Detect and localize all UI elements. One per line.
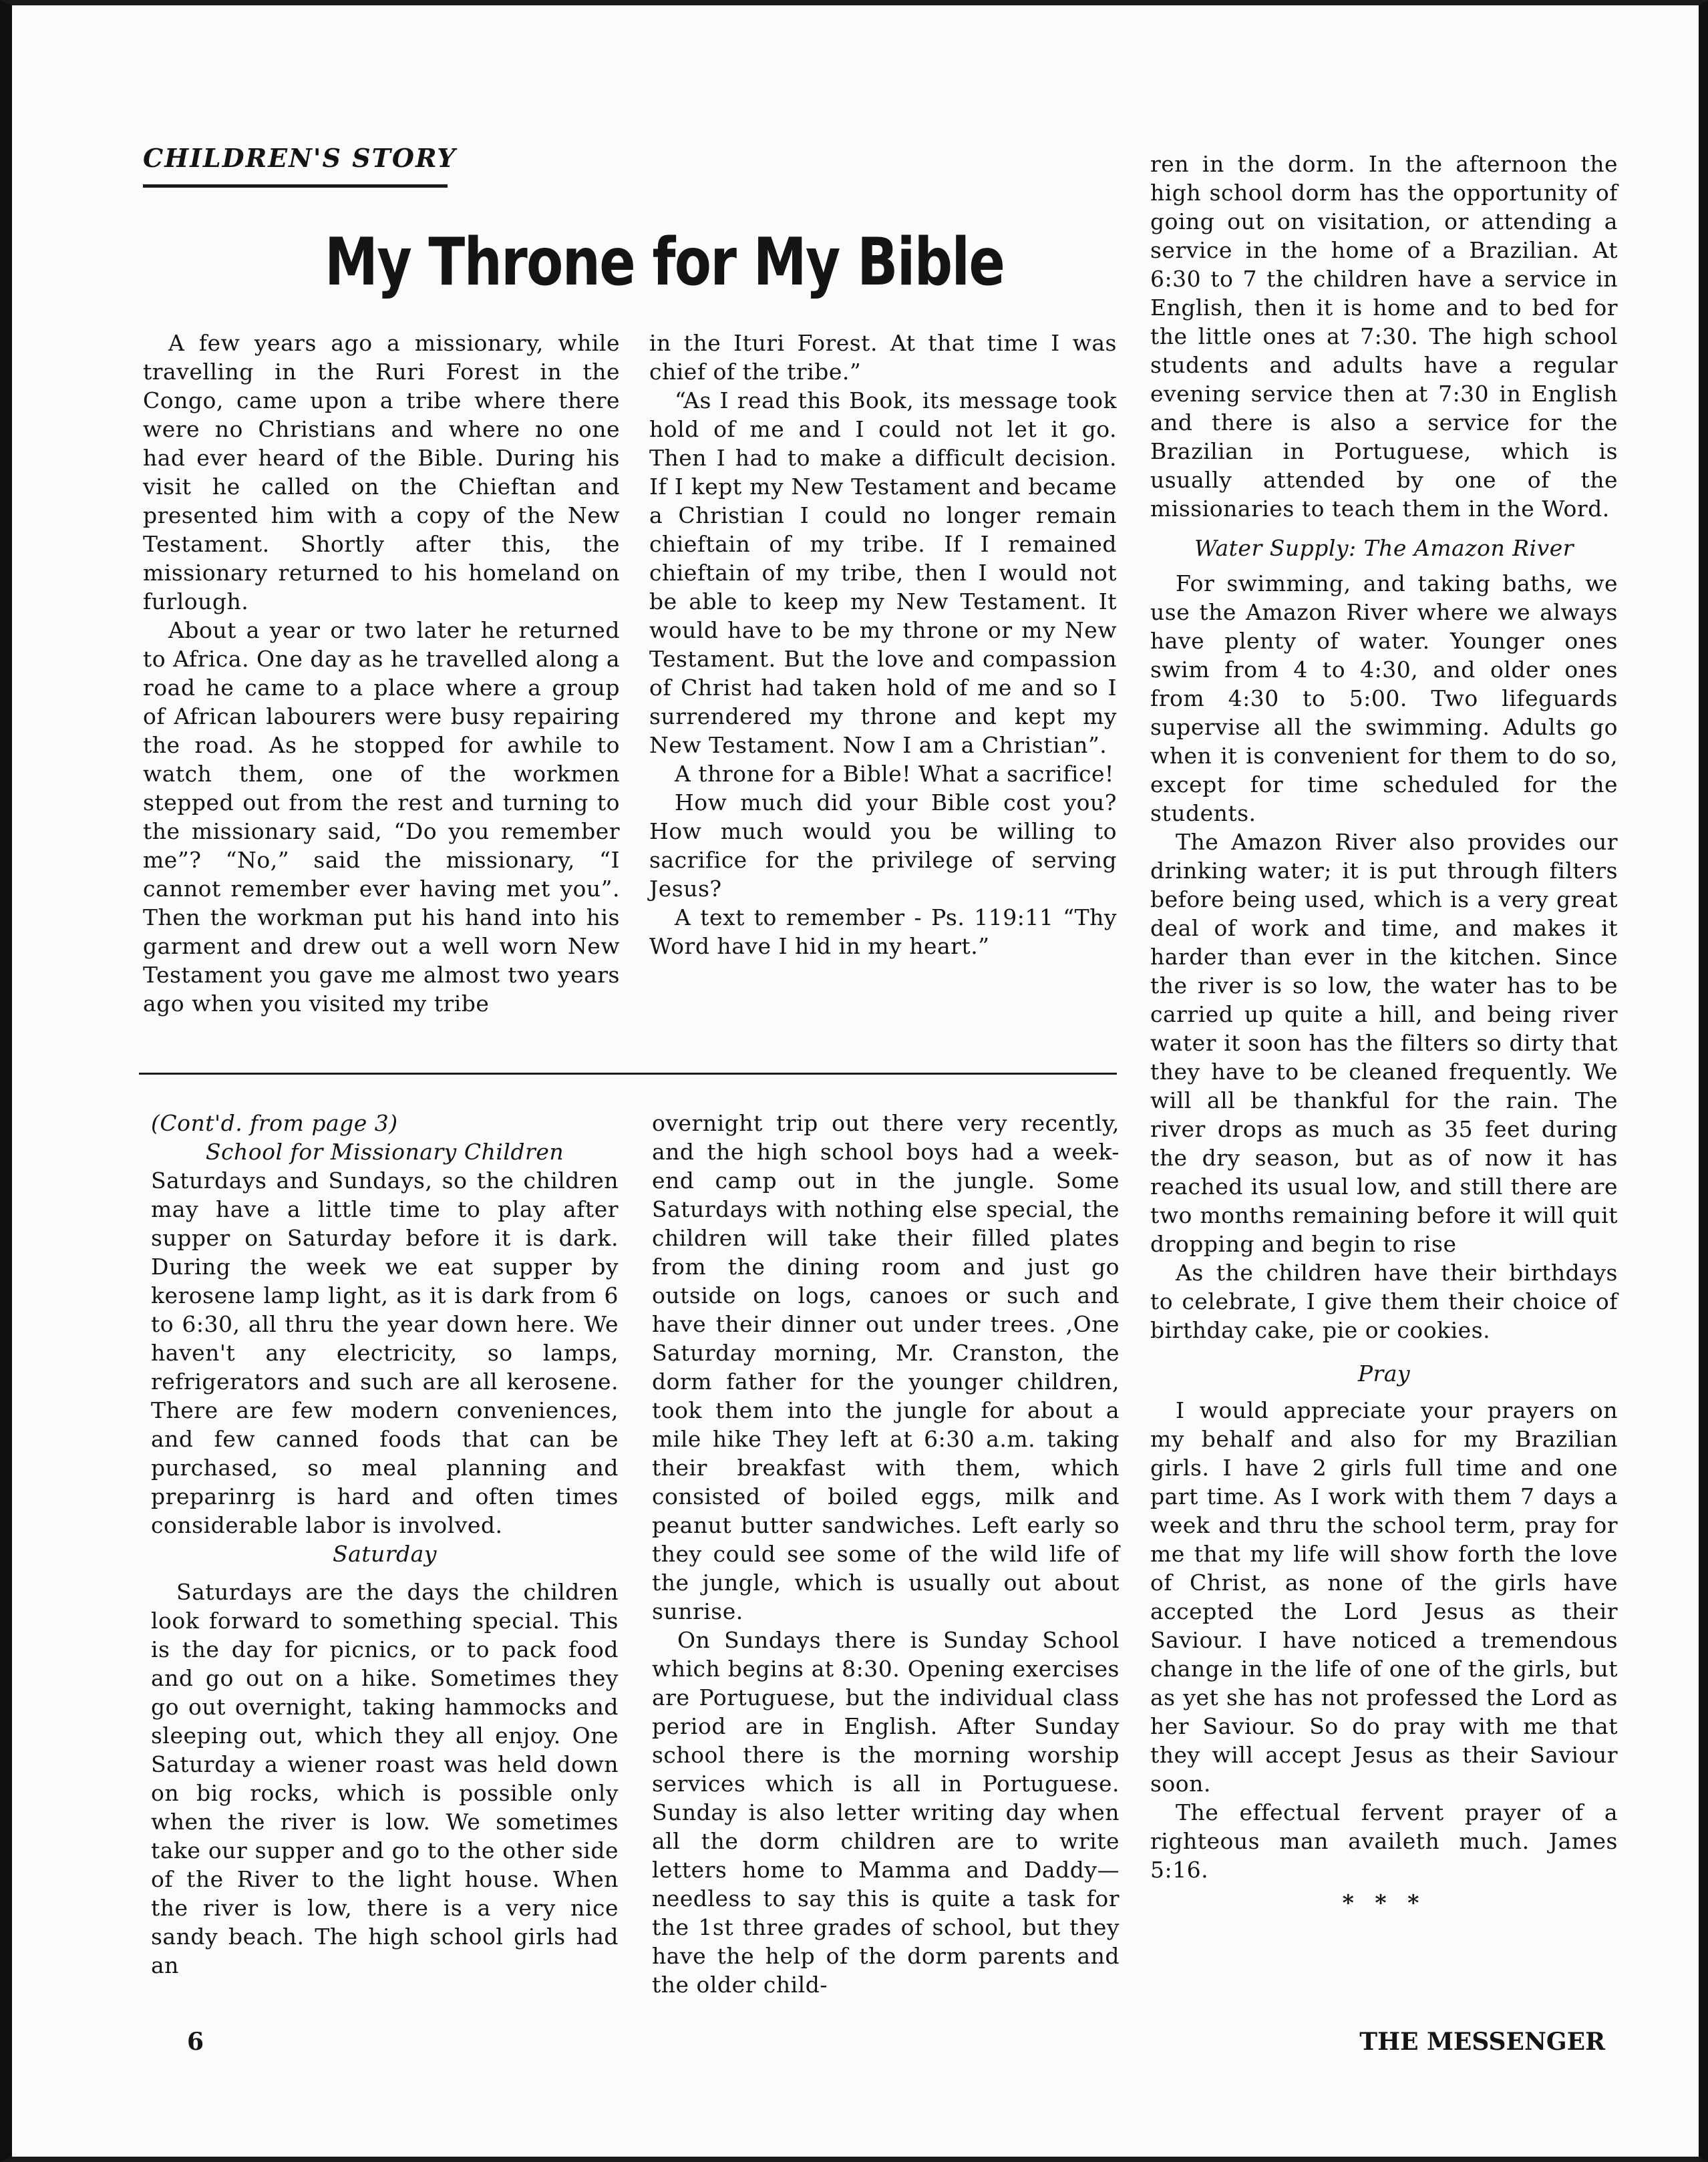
story-title: My Throne for My Bible: [325, 224, 1005, 301]
story-paragraph: “As I read this Book, its message took hold of me and I could not let it go. Then I had to make a difficult decision. If I kept my New Testament and became a Christian I could no longer remain chieftain of my tribe. If I remained chieftain of my tribe, then I would not be able to keep my New Testament. It would have to be my throne or my New Testament. But the love and compassion of Christ had taken hold of me and so I surrendered my throne and kept my New Testament. Now I am a Christian”.: [649, 387, 1117, 758]
story-divider: [139, 1073, 1117, 1075]
section-label: CHILDREN'S STORY: [143, 143, 457, 173]
water-supply-heading: Water Supply: The Amazon River: [1194, 535, 1574, 561]
school-paragraph: overnight trip out there very recently, and the high school boys had a week-end camp out in the jungle. Some Saturdays with nothing else special, the children will take their filled plates from the dining room and just go outside on logs, canoes or such and have their dinner out under trees. ,One Saturday morning, Mr. Cranston, the dorm father for the younger children, took them into the jungle for about a mile hike They left at 6:30 a.m. taking their breakfast with them, which consisted of boiled eggs, milk and peanut butter sandwiches. Left early so they could see some of the wild life of the jungle, which is usually out about sunrise.: [652, 1110, 1120, 1624]
school-paragraph: Saturdays are the days the children look forward to something special. This is the day for picnics, or to pack food and go out on a hike. Sometimes they go out overnight, taking hammocks and sleeping out, which they all enjoy. One Saturday a wiener roast was held down on big rocks, which is possible only when the river is low. We sometimes take our supper and go to the other side of the River to the light house. When the river is low, there is a very nice sandy beach. The high school girls had an: [151, 1579, 619, 1978]
school-paragraph: ren in the dorm. In the afternoon the high school dorm has the opportunity of going out on visitation, or attending a service in the home of a Brazilian. At 6:30 to 7 the children have a service in English, then it is home and to bed for the little ones at 7:30. The high school students and adults have a regular evening service then at 7:30 in English and there is also a service for the Brazilian in Portuguese, which is usually attended by one of the missionaries to teach them in the Word.: [1150, 151, 1618, 522]
school-column-3: [1150, 150, 1618, 1917]
school-paragraph: For swimming, and taking baths, we use the Amazon River where we always have plenty of water. Younger ones swim from 4 to 4:30, and older ones from 4:30 to 5:00. Two lifeguards supervise all the swimming. Adults go when it is convenient for them to do so, except for time scheduled for the students.: [1150, 570, 1618, 826]
saturday-heading: Saturday: [332, 1541, 437, 1567]
school-column-1: [151, 1109, 619, 1980]
school-paragraph: On Sundays there is Sunday School which begins at 8:30. Opening exercises are Portuguese, but the individual class period are in English. After Sunday school there is the morning worship services which is all in Portuguese. Sunday is also letter writing day when all the dorm children are to write letters home to Mamma and Daddy—needless to say this is quite a task for the 1st three grades of school, but they have the help of the dorm parents and the older child-: [652, 1627, 1120, 1998]
school-paragraph: I would appreciate your prayers on my behalf and also for my Brazilian girls. I have 2 girls full time and one part time. As I work with them 7 days a week and thru the school term, pray for me that my life will show forth the love of Christ, as none of the girls have accepted the Lord Jesus as their Saviour. I have noticed a tremendous change in the life of one of the girls, but as yet she has not professed the Lord as her Saviour. So do pray with me that they will accept Jesus as their Saviour soon.: [1150, 1397, 1618, 1797]
school-heading: School for Missionary Children: [205, 1139, 564, 1165]
school-paragraph: The Amazon River also provides our drinking water; it is put through filters before being used, which is a very great deal of work and time, and makes it harder than ever in the kitchen. Since the river is so low, the water has to be carried up quite a hill, and being river water it soon has the filters so dirty that they have to be cleaned frequently. We will all be thankful for the rain. The river drops as much as 35 feet during the dry season, but as of now it has reached its usual low, and still there are two months remaining before it will quit dropping and begin to rise: [1150, 829, 1618, 1257]
school-paragraph: The effectual fervent prayer of a righteous man availeth much. James 5:16.: [1150, 1799, 1618, 1883]
page-number: 6: [187, 2028, 204, 2056]
story-paragraph: A text to remember - Ps. 119:11 “Thy Word have I hid in my heart.”: [649, 904, 1117, 959]
publication-name: THE MESSENGER: [1359, 2028, 1605, 2056]
school-column-2: [652, 1109, 1120, 1999]
story-paragraph: in the Ituri Forest. At that time I was chief of the tribe.”: [649, 330, 1117, 385]
continued-note: (Cont'd. from page 3): [151, 1110, 398, 1136]
school-paragraph: As the children have their birthdays to celebrate, I give them their choice of birthday cake, pie or cookies.: [1150, 1260, 1618, 1343]
end-mark: * * *: [1342, 1889, 1426, 1916]
story-paragraph: A few years ago a missionary, while travelling in the Ruri Forest in the Congo, came upon a tribe where there were no Christians and where no one had ever heard of the Bible. During his visit he called on the Chieftan and presented him with a copy of the New Testament. Shortly after this, the missionary returned to his homeland on furlough.: [143, 330, 620, 614]
school-paragraph: Saturdays and Sundays, so the children may have a little time to play after supper on Saturday before it is dark. During the week we eat supper by kerosene lamp light, as it is dark from 6 to 6:30, all thru the year down here. We haven't any electricity, so lamps, refrigerators and such are all kerosene. There are few modern conveniences, and few canned foods that can be purchased, so meal planning and preparinrg is hard and often times considerable labor is involved.: [151, 1167, 619, 1538]
story-paragraph: About a year or two later he returned to Africa. One day as he travelled along a road he came to a place where a group of African labourers were busy repairing the road. As he stopped for awhile to watch them, one of the workmen stepped out from the rest and turning to the missionary said, “Do you remember me”? “No,” said the missionary, “I cannot remember ever having met you”. Then the workman put his hand into his garment and drew out a well worn New Testament you gave me almost two years ago when you visited my tribe: [143, 617, 620, 1017]
story-column-1: [143, 329, 620, 1018]
story-paragraph: How much did your Bible cost you? How much would you be willing to sacrifice for the privilege of serving Jesus?: [649, 789, 1117, 902]
story-column-2: [649, 329, 1117, 960]
story-paragraph: A throne for a Bible! What a sacrifice!: [675, 761, 1114, 787]
section-underline: [143, 184, 448, 188]
pray-heading: Pray: [1357, 1361, 1411, 1387]
